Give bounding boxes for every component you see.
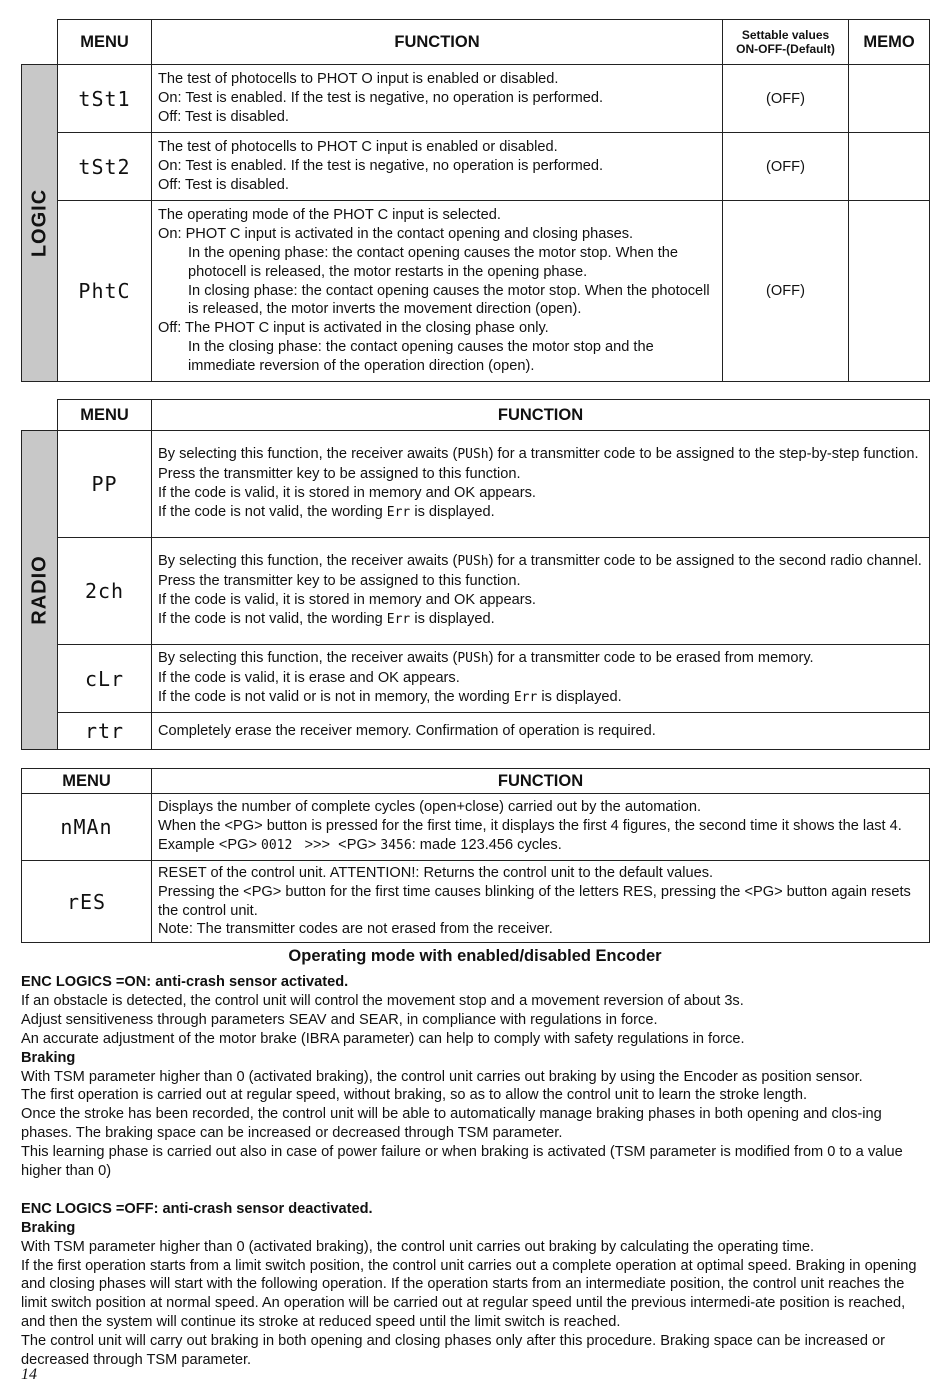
function-description: Displays the number of complete cycles (open+close) carried out by the automation. When the <PG> button is pressed for the first time, it displays the first 4 figures, the second time it shows the last 4. Example <PG> 0012 >>> <PG> 3456: made 123.456 cycles. — [152, 794, 930, 861]
counter-display-1: 0012 — [261, 837, 293, 853]
err-display: Err — [386, 504, 411, 520]
push-display: PUSh — [457, 651, 489, 667]
menu-header: MENU — [58, 20, 152, 65]
paragraph: With TSM parameter higher than 0 (activated braking), the control unit carries out braking by using the Encoder as position sensor. — [21, 1068, 863, 1085]
menu-code: cLr — [58, 645, 152, 713]
blank-corner — [22, 20, 58, 65]
paragraph: Adjust sensitiveness through parameters SEAV and SEAR, in compliance with regulations in force. — [21, 1011, 658, 1028]
function-description: RESET of the control unit. ATTENTION!: Returns the control unit to the default values. Pressing the <PG> button for the first time causes blinking of the letters RES, pressing the <PG> button again resets the control unit. Note: The transmitter codes are not erased from the receiver. — [152, 861, 930, 943]
menu-code: PP — [58, 431, 152, 538]
function-header: FUNCTION — [152, 400, 930, 431]
paragraph: This learning phase is carried out also in case of power failure or when braking is activated (TSM parameter is modified from 0 to a value higher than 0) — [21, 1144, 903, 1180]
function-description: By selecting this function, the receiver awaits (PUSh) for a transmitter code to be assigned to the step-by-step function. Press the transmitter key to be assigned to this function. If the code is valid, it is stored in memory and OK appears. If the code is not valid, the wording Err is displayed. — [152, 431, 930, 538]
err-display: Err — [513, 689, 538, 705]
counter-display-2: 3456 — [380, 837, 412, 853]
braking-heading: Braking — [21, 1219, 76, 1236]
paragraph: If an obstacle is detected, the control unit will control the movement stop and a movement reversion of about 3s. — [21, 992, 744, 1009]
paragraph: With TSM parameter higher than 0 (activated braking), the control unit carries out braking by calculating the operating time. — [21, 1238, 815, 1255]
memo-cell — [849, 65, 930, 133]
menu-code: rES — [22, 861, 152, 943]
menu-header: MENU — [22, 769, 152, 794]
enc-on-heading: ENC LOGICS =ON: anti-crash sensor activated. — [21, 974, 349, 990]
menu-code: 2ch — [58, 538, 152, 645]
memo-cell — [849, 133, 930, 201]
menu-code: PhtC — [58, 201, 152, 382]
menu-code: nMAn — [22, 794, 152, 861]
menu-header: MENU — [58, 400, 152, 431]
function-header: FUNCTION — [152, 769, 930, 794]
section-title: Operating mode with enabled/disabled Encoder — [288, 947, 662, 965]
function-description: The test of photocells to PHOT O input is enabled or disabled. On: Test is enabled. If the test is negative, no operation is performed. Off: Test is disabled. — [152, 65, 723, 133]
function-description: The test of photocells to PHOT C input is enabled or disabled. On: Test is enabled. If the test is negative, no operation is performed. Off: Test is disabled. — [152, 133, 723, 201]
enc-off-heading: ENC LOGICS =OFF: anti-crash sensor deactivated. — [21, 1200, 373, 1217]
menu-code: rtr — [58, 713, 152, 750]
paragraph: An accurate adjustment of the motor brake (IBRA parameter) can help to comply with safety regulations in force. — [21, 1030, 745, 1047]
menu-code: tSt1 — [58, 65, 152, 133]
menu-code: tSt2 — [58, 133, 152, 201]
logic-table — [21, 19, 930, 382]
default-value: (OFF) — [723, 65, 849, 133]
settable-values-header: Settable values ON-OFF-(Default) — [723, 20, 849, 65]
paragraph: The control unit will carry out braking in both opening and closing phases only after this procedure. Braking space can be increased or decreased through TSM parameter. — [21, 1333, 885, 1369]
memo-header: MEMO — [849, 20, 930, 65]
default-value: (OFF) — [723, 133, 849, 201]
err-display: Err — [386, 611, 411, 627]
page-number: 14 — [21, 1366, 37, 1383]
function-description: By selecting this function, the receiver awaits (PUSh) for a transmitter code to be erased from memory. If the code is valid, it is erase and OK appears. If the code is not valid or is not in memory, the wording Err is displayed. — [152, 645, 930, 713]
push-display: PUSh — [457, 554, 489, 570]
push-display: PUSh — [457, 447, 489, 463]
encoder-body — [21, 973, 929, 1370]
paragraph: Once the stroke has been recorded, the control unit will be able to automatically manage braking phases in both opening and clos-ing phases. The braking space can be increased or decreased through TSM parameter. — [21, 1106, 882, 1142]
function-description: By selecting this function, the receiver awaits (PUSh) for a transmitter code to be assigned to the second radio channel. Press the transmitter key to be assigned to this function. If the code is valid, it is stored in memory and OK appears. If the code is not valid, the wording Err is displayed. — [152, 538, 930, 645]
paragraph: If the first operation starts from a limit switch position, the control unit carries out a complete operation at optimal speed. Braking in opening and closing phases will start with the following operation. If the operation starts from an intermediate position, the control unit reaches the limit switch position at normal speed. An operation will be carried out at regular speed until the previous intermedi-ate position is reached, and then the system will continue its stroke at reduced speed until the limit switch is reached. — [21, 1257, 917, 1331]
radio-table — [21, 399, 930, 750]
function-description: The operating mode of the PHOT C input is selected. On: PHOT C input is activated in the contact opening and closing phases. In the opening phase: the contact opening causes the motor stop. When the photocell is released, the motor restarts in the opening phase. In closing phase: the contact opening causes the motor stop. When the photocell is released, the motor inverts the movement direction (open). Off: The PHOT C input is activated in the closing phase only. In the closing phase: the contact opening causes the motor stop and the immediate reversion of the operation direction (open). — [152, 201, 723, 382]
paragraph: The first operation is carried out at regular speed, without braking, so as to allow the control unit to learn the stroke length. — [21, 1087, 808, 1104]
logic-side-label: LOGIC — [22, 65, 58, 382]
blank-corner — [22, 400, 58, 431]
radio-side-label: RADIO — [22, 431, 58, 750]
misc-table — [21, 768, 930, 943]
memo-cell — [849, 201, 930, 382]
braking-heading: Braking — [21, 1049, 76, 1066]
function-description: Completely erase the receiver memory. Confirmation of operation is required. — [152, 713, 930, 750]
function-header: FUNCTION — [152, 20, 723, 65]
default-value: (OFF) — [723, 201, 849, 382]
